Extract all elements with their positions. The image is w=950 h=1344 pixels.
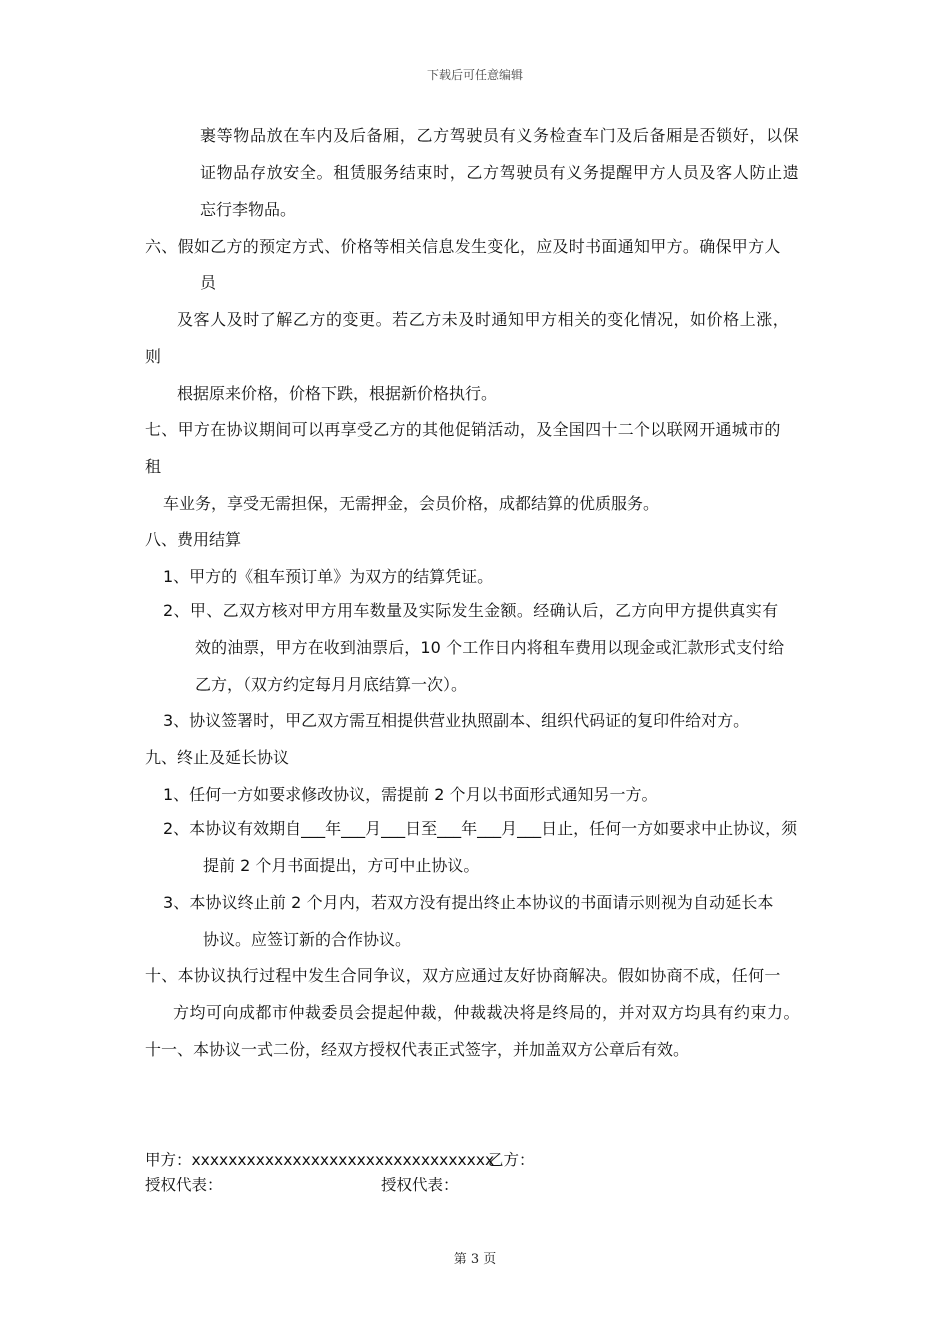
section-heading-10: 十、本协议执行过程中发生合同争议，双方应通过友好协商解决。假如协商不成，任何一 [145,966,781,985]
party-b-representative: 授权代表： [381,1176,459,1194]
paragraph-line: 裹等物品放在车内及后备厢，乙方驾驶员有义务检查车门及后备厢是否锁好，以保 [200,126,800,145]
section-heading-11: 十一、本协议一式二份，经双方授权代表正式签字，并加盖双方公章后有效。 [145,1040,690,1059]
paragraph-line: 乙方，（双方约定每月月底结算一次）。 [195,675,468,694]
party-b-signature: 乙方： [488,1151,535,1169]
paragraph-line: 效的油票，甲方在收到油票后，10 个工作日内将租车费用以现金或汇款形式支付给 [195,638,785,657]
paragraph-line: 协议。应签订新的合作协议。 [203,930,412,949]
paragraph-line: 方均可向成都市仲裁委员会提起仲裁，仲裁裁决将是终局的，并对双方均具有约束力。 [173,1003,801,1022]
paragraph-line: 车业务，享受无需担保，无需押金，会员价格，成都结算的优质服务。 [163,494,660,513]
page-header: 下载后可任意编辑 [426,68,523,82]
paragraph-line: 忘行李物品。 [200,200,297,219]
paragraph-line: 员 [200,273,217,292]
list-item: 2、甲、乙双方核对甲方用车数量及实际发生金额。经确认后，乙方向甲方提供真实有 [163,601,779,620]
paragraph-line: 租 [145,457,162,476]
paragraph-line: 证物品存放安全。租赁服务结束时，乙方驾驶员有义务提醒甲方人员及客人防止遗 [200,163,800,182]
list-item: 3、协议签署时，甲乙双方需互相提供营业执照副本、组织代码证的复印件给对方。 [163,711,750,730]
list-item: 2、本协议有效期自___年___月___日至___年___月___日止，任何一方如要求中止协议，须 [163,819,798,838]
paragraph-line: 提前 2 个月书面提出，方可中止协议。 [203,856,480,875]
page-number: 第 3 页 [453,1252,497,1267]
paragraph-line: 则 [145,347,162,366]
list-item: 3、本协议终止前 2 个月内，若双方没有提出终止本协议的书面请示则视为自动延长本 [163,893,774,912]
section-heading-6: 六、假如乙方的预定方式、价格等相关信息发生变化，应及时书面通知甲方。确保甲方人 [145,237,781,256]
section-heading-8: 八、费用结算 [145,530,242,549]
list-item: 1、甲方的《租车预订单》为双方的结算凭证。 [163,567,494,586]
party-a-representative: 授权代表： [145,1176,223,1194]
list-item: 1、任何一方如要求修改协议，需提前 2 个月以书面形式通知另一方。 [163,785,658,804]
paragraph-line: 及客人及时了解乙方的变更。若乙方未及时通知甲方相关的变化情况，如价格上涨， [177,310,790,329]
section-heading-7: 七、甲方在协议期间可以再享受乙方的其他促销活动，及全国四十二个以联网开通城市的 [145,420,781,439]
section-heading-9: 九、终止及延长协议 [145,748,290,767]
party-a-signature: 甲方：xxxxxxxxxxxxxxxxxxxxxxxxxxxxxxxxx [145,1151,495,1169]
paragraph-line: 根据原来价格，价格下跌，根据新价格执行。 [177,384,498,403]
